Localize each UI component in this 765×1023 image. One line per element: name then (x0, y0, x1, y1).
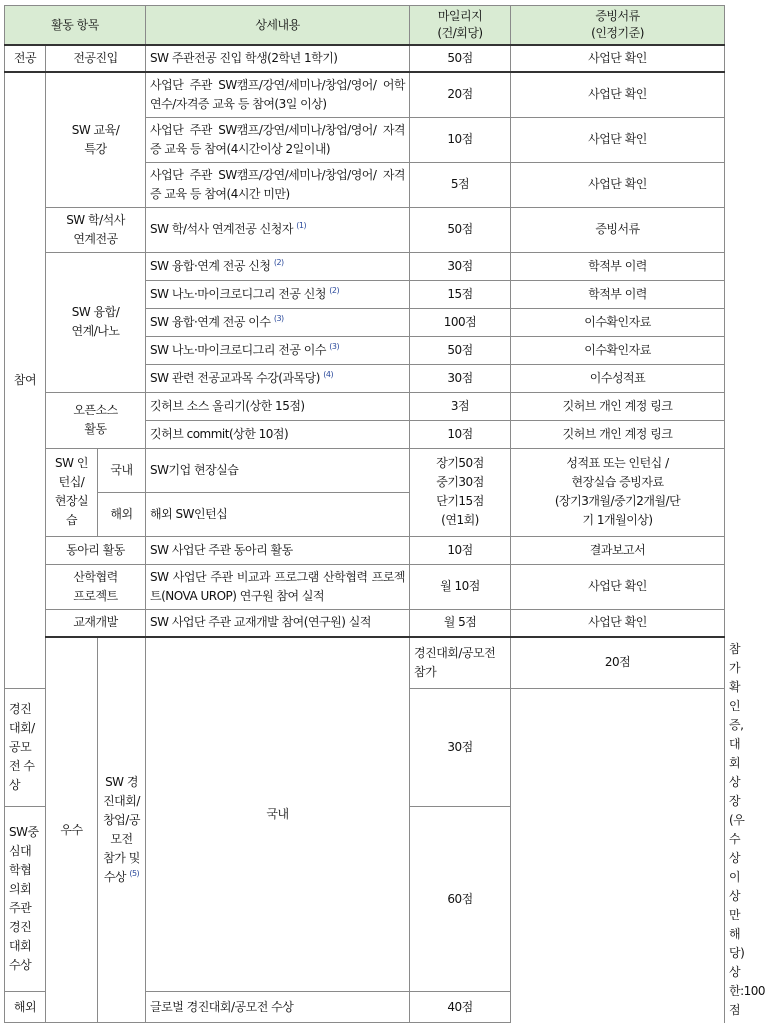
evidence-industry-project: 사업단 확인 (511, 564, 725, 609)
detail-competition-2: 경진대회/공모전 수상 (5, 688, 46, 806)
detail-sw-education-3: 사업단 주관 SW캠프/강연/세미나/창업/영어/ 자격증 교육 등 참여(4시간 미만) (146, 162, 410, 207)
mileage-competition-3: 60점 (410, 806, 511, 991)
evidence-textbook: 사업단 확인 (511, 609, 725, 637)
evidence-major-entry: 사업단 확인 (511, 45, 725, 72)
detail-club: SW 사업단 주관 동아리 활동 (146, 536, 410, 564)
evidence-sw-education-3: 사업단 확인 (511, 162, 725, 207)
internship-domestic-label: 국내 (98, 448, 146, 492)
competition-overseas-label: 해외 (5, 992, 46, 1023)
header-evidence: 증빙서류 (인정기준) (511, 6, 725, 46)
detail-convergence-5: SW 관련 전공교과목 수강(과목당) $^{(4)}$ (146, 364, 410, 392)
item-textbook: 교재개발 (46, 609, 146, 637)
mileage-convergence-1: 30점 (410, 252, 511, 280)
mileage-competition-1: 20점 (511, 637, 725, 688)
header-category: 활동 항목 (5, 6, 146, 46)
group-major: 전공 (5, 45, 46, 72)
detail-internship-overseas: 해외 SW인턴십 (146, 492, 410, 536)
detail-bachelor-master: SW 학/석사 연계전공 신청자 $^{(1)}$ (146, 207, 410, 252)
detail-competition-3: SW중심대학협의회 주관 경진대회 수상 (5, 806, 46, 991)
footnote-marker: (2) (273, 257, 284, 267)
mileage-internship: 장기50점 중기30점 단기15점 (연1회) (410, 448, 511, 536)
group-excellence: 우수 (46, 637, 98, 1023)
mileage-sw-education-2: 10점 (410, 117, 511, 162)
group-participation: 참여 (5, 72, 46, 688)
detail-sw-education-2: 사업단 주관 SW캠프/강연/세미나/창업/영어/ 자격증 교육 등 참여(4시간이상 2일이내) (146, 117, 410, 162)
item-major-entry: 전공진입 (46, 45, 146, 72)
detail-opensource-1: 깃허브 소스 올리기(상한 15점) (146, 392, 410, 420)
evidence-convergence-5: 이수성적표 (511, 364, 725, 392)
evidence-convergence-2: 학적부 이력 (511, 280, 725, 308)
mileage-convergence-3: 100점 (410, 308, 511, 336)
item-internship: SW 인턴십/ 현장실습 (46, 448, 98, 536)
detail-convergence-1: SW 융합·연계 전공 신청 $^{(2)}$ (146, 252, 410, 280)
footnote-marker: (3) (273, 313, 284, 323)
mileage-table: 활동 항목 상세내용 마일리지 (건/회당) 증빙서류 (인정기준) 전공 전공진입 SW 주관전공 진입 학생(2학년 1학기) 50점 사업단 확인 참여 SW 교육/ 특강 사업단 주관 SW캠프/강연/세미나/창업/영어/ 어학연수/자격증 교육 등 참여(3일 이상) 20점 사업단 확인 사업단 주관 SW캠프/강연/세미나/창업/영어/ 자격증 교육 등 참여(4시간이상 2일이내) 10점 사업단 확인 사업단 주관 SW캠프/강연/세미나/창업/영어/ 자격증 교육 등 참여(4시간 미만) 5점 사업단 확인 SW 학/석사 연계전공 SW 학/석사 연계전공 신청자 $^{(1)}$ 50점 증빙서류 SW 융합/ 연계/나노 SW 융합·연계 전공 신청 $^{(2)}$ 30점 학적부 이력 SW 나노·마이크로디그리 전공 신청 $^{(2)}$ 15점 학적부 이력 SW 융합·연계 전공 이수 $^{(3)}$ 100점 이수확인자료 SW 나노·마이크로디그리 전공 이수 $^{(3)}$ 50점 이수확인자료 SW 관련 전공교과목 수강(과목당) $^{(4)}$ 30점 이수성적표 오픈소스 활동 깃허브 소스 올리기(상한 15점) 3점 깃허브 개인 계정 링크 깃허브 commit(상한 10점) 10점 깃허브 개인 계정 링크 SW 인턴십/ 현장실습 국내 SW기업 현장실습 장기50점 중기30점 단기15점 (연1회) 성적표 또는 인턴십 / 현장실습 증빙자료 (장기3개월/중기2개월/단 기 1개월이상) 해외 해외 SW인턴십 동아리 활동 SW 사업단 주관 동아리 활동 10점 결과보고서 산학협력 프로젝트 SW 사업단 주관 비교과 프로그램 산학협력 프로젝트(NOVA UROP) 연구원 참여 실적 월 10점 사업단 확인 교재개발 SW 사업단 주관 교재개발 참여(연구원) 실적 월 5점 사업단 확인 우수 SW 경진대회/ 창업/공모전 참가 및 수상 $^{(5)}$ 국내 경진대회/공모전 참가 20점 참가확인증, 대회 상장 (우수상 이상만 해당) 상한:100점 경진대회/공모전 수상 30점 SW중심대학협의회 주관 경진대회 수상 60점 해외 글로벌 경진대회/공모전 수상 40점 (4, 5, 725, 1023)
competition-domestic-label: 국내 (146, 637, 410, 992)
mileage-opensource-2: 10점 (410, 420, 511, 448)
detail-textbook: SW 사업단 주관 교재개발 참여(연구원) 실적 (146, 609, 410, 637)
detail-internship-domestic: SW기업 현장실습 (146, 448, 410, 492)
footnote-marker: (2) (329, 285, 340, 295)
evidence-sw-education-1: 사업단 확인 (511, 72, 725, 117)
evidence-convergence-1: 학적부 이력 (511, 252, 725, 280)
detail-convergence-3: SW 융합·연계 전공 이수 $^{(3)}$ (146, 308, 410, 336)
item-competition: SW 경진대회/ 창업/공모전 참가 및 수상 $^{(5)}$ (98, 637, 146, 1023)
item-sw-education: SW 교육/ 특강 (46, 72, 146, 207)
detail-competition-1: 경진대회/공모전 참가 (410, 637, 511, 688)
evidence-convergence-4: 이수확인자료 (511, 336, 725, 364)
item-club: 동아리 활동 (46, 536, 146, 564)
mileage-convergence-5: 30점 (410, 364, 511, 392)
footnote-marker: (5) (129, 869, 140, 878)
footnote-marker: (4) (323, 369, 334, 379)
detail-convergence-4: SW 나노·마이크로디그리 전공 이수 $^{(3)}$ (146, 336, 410, 364)
detail-industry-project: SW 사업단 주관 비교과 프로그램 산학협력 프로젝트(NOVA UROP) 연구원 참여 실적 (146, 564, 410, 609)
mileage-sw-education-3: 5점 (410, 162, 511, 207)
mileage-major-entry: 50점 (410, 45, 511, 72)
footnote-marker: (1) (296, 221, 307, 230)
footnote-marker: (3) (329, 341, 340, 351)
evidence-opensource-1: 깃허브 개인 계정 링크 (511, 392, 725, 420)
evidence-internship: 성적표 또는 인턴십 / 현장실습 증빙자료 (장기3개월/중기2개월/단 기 1개월이상) (511, 448, 725, 536)
mileage-sw-education-1: 20점 (410, 72, 511, 117)
mileage-convergence-2: 15점 (410, 280, 511, 308)
mileage-industry-project: 월 10점 (410, 564, 511, 609)
internship-overseas-label: 해외 (98, 492, 146, 536)
evidence-convergence-3: 이수확인자료 (511, 308, 725, 336)
item-industry-project: 산학협력 프로젝트 (46, 564, 146, 609)
detail-sw-education-1: 사업단 주관 SW캠프/강연/세미나/창업/영어/ 어학연수/자격증 교육 등 참여(3일 이상) (146, 72, 410, 117)
item-bachelor-master: SW 학/석사 연계전공 (46, 207, 146, 252)
header-mileage: 마일리지 (건/회당) (410, 6, 511, 46)
evidence-sw-education-2: 사업단 확인 (511, 117, 725, 162)
detail-opensource-2: 깃허브 commit(상한 10점) (146, 420, 410, 448)
mileage-bachelor-master: 50점 (410, 207, 511, 252)
evidence-opensource-2: 깃허브 개인 계정 링크 (511, 420, 725, 448)
detail-major-entry: SW 주관전공 진입 학생(2학년 1학기) (146, 45, 410, 72)
mileage-textbook: 월 5점 (410, 609, 511, 637)
mileage-competition-2: 30점 (410, 688, 511, 806)
mileage-convergence-4: 50점 (410, 336, 511, 364)
detail-competition-4: 글로벌 경진대회/공모전 수상 (146, 992, 410, 1023)
mileage-opensource-1: 3점 (410, 392, 511, 420)
mileage-club: 10점 (410, 536, 511, 564)
evidence-club: 결과보고서 (511, 536, 725, 564)
mileage-competition-4: 40점 (410, 992, 511, 1023)
item-opensource: 오픈소스 활동 (46, 392, 146, 448)
detail-convergence-2: SW 나노·마이크로디그리 전공 신청 $^{(2)}$ (146, 280, 410, 308)
header-details: 상세내용 (146, 6, 410, 46)
evidence-bachelor-master: 증빙서류 (511, 207, 725, 252)
item-convergence: SW 융합/ 연계/나노 (46, 252, 146, 392)
